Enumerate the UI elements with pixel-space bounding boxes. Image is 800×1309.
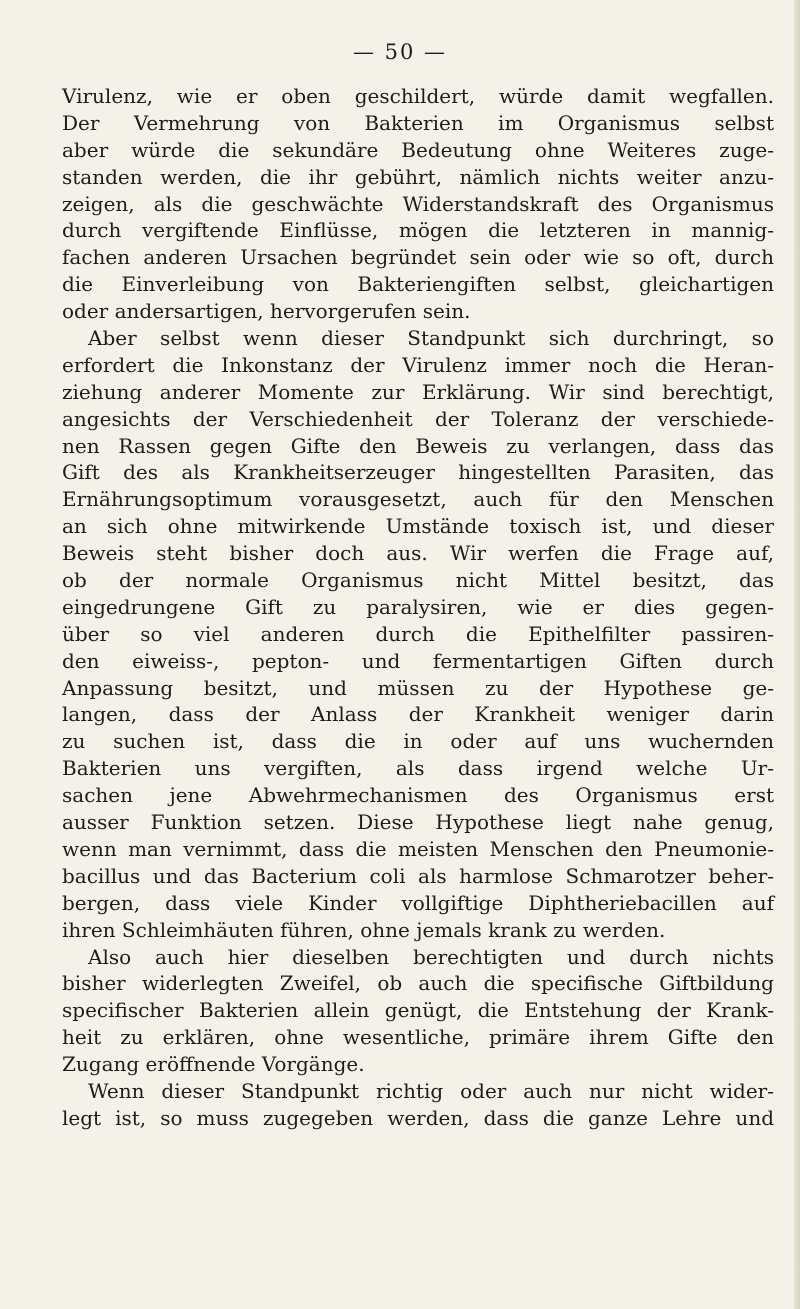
text-line: die Einverleibung von Bakteriengiften selbst, gleichartigen: [62, 272, 774, 297]
text-line: über so viel anderen durch die Epithelfilter passiren-: [62, 621, 774, 646]
text-line: den eiweiss-, pepton- und fermentartigen Giften durch: [62, 648, 774, 673]
text-line: Der Vermehrung von Bakterien im Organismus selbst: [62, 110, 774, 135]
text-line: Gift des als Krankheitserzeuger hingestellten Parasiten, das: [62, 460, 774, 485]
text-line: wenn man vernimmt, dass die meisten Menschen den Pneumonie-: [62, 836, 774, 861]
text-line: an sich ohne mitwirkende Umstände toxisch ist, und dieser: [62, 514, 774, 539]
text-line: fachen anderen Ursachen begründet sein oder wie so oft, durch: [62, 245, 774, 270]
text-line: specifischer Bakterien allein genügt, die Entstehung der Krank-: [62, 998, 774, 1023]
text-line: angesichts der Verschiedenheit der Toleranz der verschiede-: [62, 406, 774, 431]
text-line: ihren Schleimhäuten führen, ohne jemals krank zu werden.: [62, 917, 666, 942]
text-line: standen werden, die ihr gebührt, nämlich nichts weiter anzu-: [62, 164, 774, 189]
text-line: Aber selbst wenn dieser Standpunkt sich durchringt, so: [88, 326, 774, 351]
body-text: [62, 83, 774, 1132]
text-line: durch vergiftende Einflüsse, mögen die letzteren in mannig-: [62, 218, 774, 243]
text-line: Beweis steht bisher doch aus. Wir werfen die Frage auf,: [62, 541, 774, 566]
text-line: zeigen, als die geschwächte Widerstandskraft des Organismus: [62, 191, 774, 216]
text-line: Virulenz, wie er oben geschildert, würde damit wegfallen.: [62, 84, 774, 108]
text-line: ziehung anderer Momente zur Erklärung. Wir sind berechtigt,: [62, 379, 774, 404]
text-line: ob der normale Organismus nicht Mittel besitzt, das: [62, 568, 774, 593]
text-line: legt ist, so muss zugegeben werden, dass die ganze Lehre und: [62, 1105, 774, 1130]
page-number: — 50 —: [352, 40, 448, 64]
text-line: eingedrungene Gift zu paralysiren, wie er dies gegen-: [62, 594, 774, 619]
text-line: Also auch hier dieselben berechtigten und durch nichts: [88, 944, 774, 969]
text-line: nen Rassen gegen Gifte den Beweis zu verlangen, dass das: [62, 433, 774, 458]
page-edge-shadow: [794, 0, 800, 1309]
text-line: bergen, dass viele Kinder vollgiftige Diphtheriebacillen auf: [62, 890, 774, 915]
text-line: Zugang eröffnende Vorgänge.: [62, 1052, 365, 1077]
text-line: Ernährungsoptimum vorausgesetzt, auch für den Menschen: [62, 487, 774, 512]
text-line: heit zu erklären, ohne wesentliche, primäre ihrem Gifte den: [62, 1025, 774, 1050]
text-line: Anpassung besitzt, und müssen zu der Hypothese ge-: [62, 675, 774, 700]
text-line: langen, dass der Anlass der Krankheit weniger darin: [62, 702, 774, 727]
text-line: bisher widerlegten Zweifel, ob auch die specifische Giftbildung: [62, 971, 774, 996]
text-line: ausser Funktion setzen. Diese Hypothese liegt nahe genug,: [62, 810, 774, 835]
text-line: bacillus und das Bacterium coli als harmlose Schmarotzer beher-: [62, 863, 774, 888]
text-line: oder andersartigen, hervorgerufen sein.: [62, 299, 471, 324]
text-line: aber würde die sekundäre Bedeutung ohne Weiteres zuge-: [62, 137, 774, 162]
text-line: sachen jene Abwehrmechanismen des Organismus erst: [62, 783, 774, 808]
text-line: erfordert die Inkonstanz der Virulenz immer noch die Heran-: [62, 352, 774, 377]
text-line: Bakterien uns vergiften, als dass irgend welche Ur-: [62, 756, 774, 781]
text-line: zu suchen ist, dass die in oder auf uns wuchernden: [62, 729, 774, 754]
text-line: Wenn dieser Standpunkt richtig oder auch nur nicht wider-: [88, 1078, 774, 1103]
